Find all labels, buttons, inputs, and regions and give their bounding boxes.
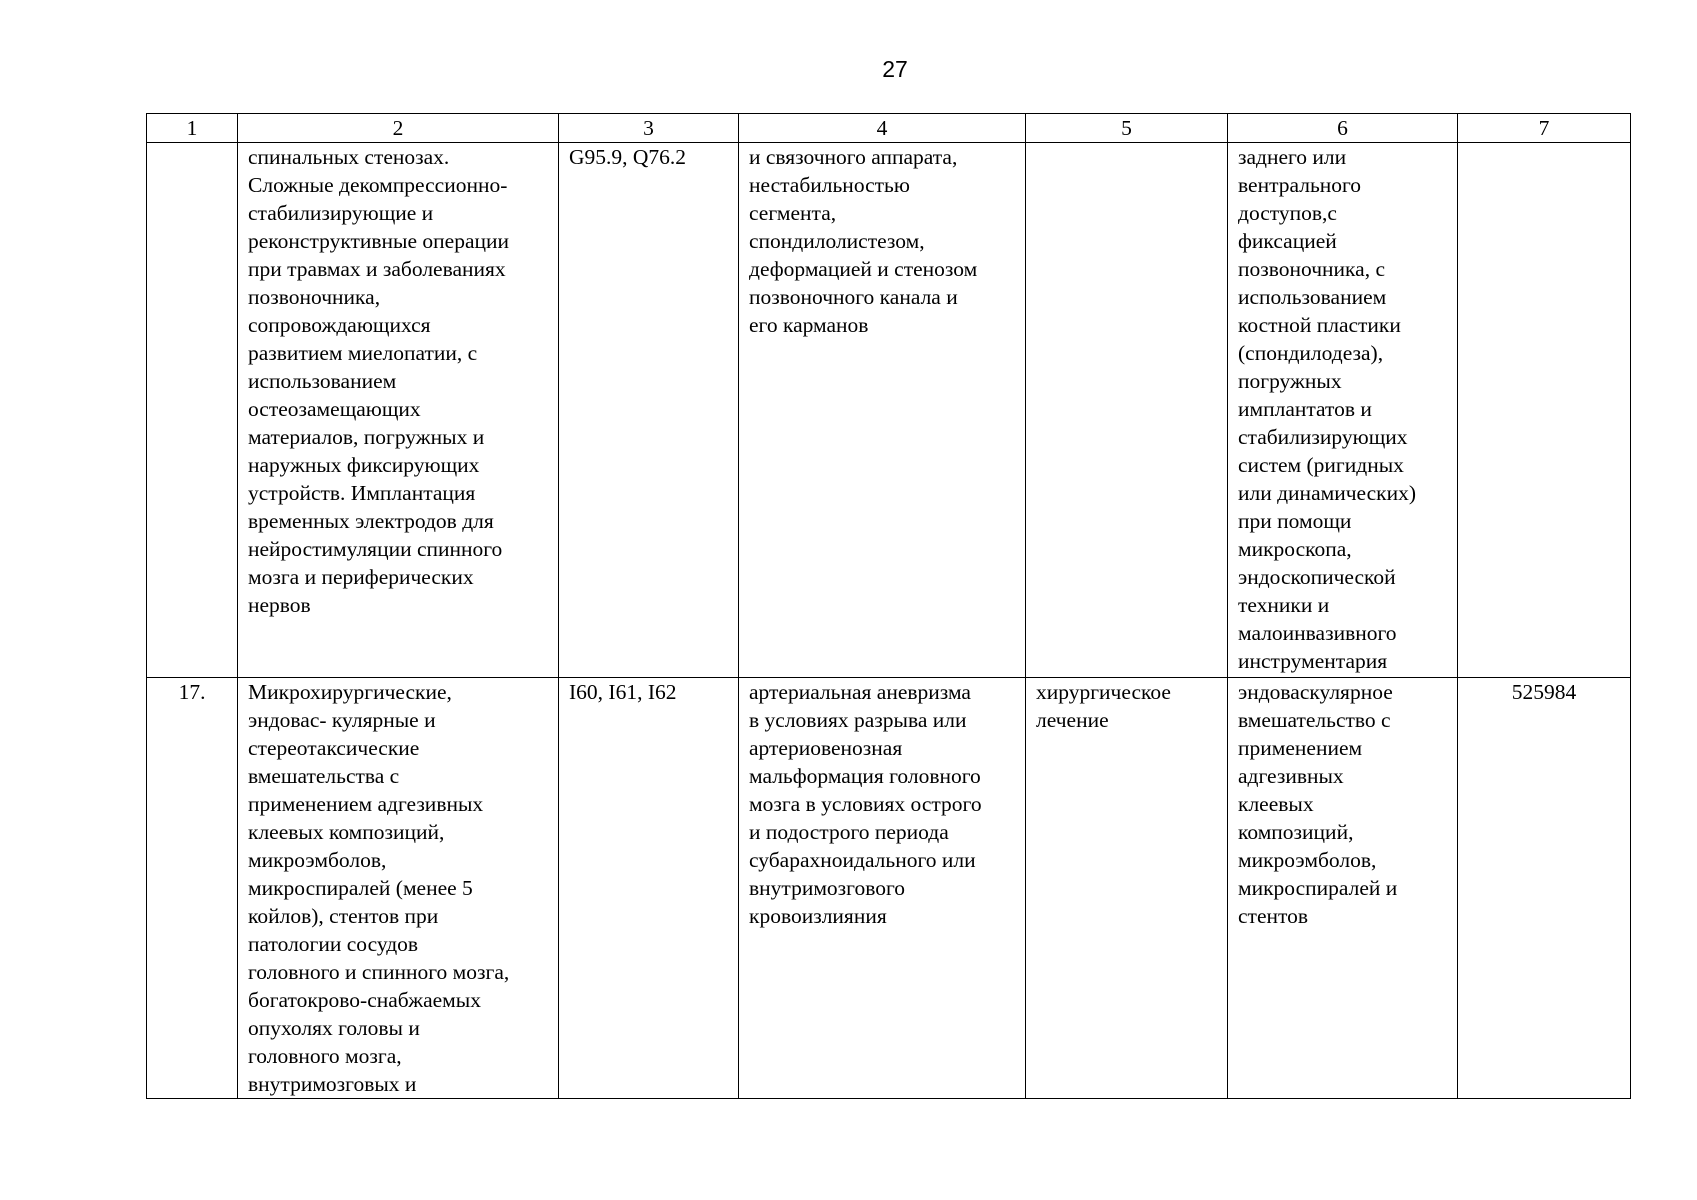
- column-header: 5: [1026, 114, 1228, 143]
- cost-cell: [1458, 143, 1631, 678]
- page-number: 27: [882, 56, 908, 82]
- column-header: 1: [147, 114, 238, 143]
- medical-care-table: [146, 113, 1631, 1099]
- patient-model-cell: артериальная аневризма в условиях разрыва или артериовенозная мальформация головного мозга в условиях острого и подострого периода субарахноидального или внутримозгового кровоизлияния: [739, 678, 1026, 1099]
- diagnosis-codes-cell: I60, I61, I62: [559, 678, 739, 1099]
- treatment-type-cell: [1026, 143, 1228, 678]
- patient-model-cell: и связочного аппарата, нестабильностью сегмента, спондилолистезом, деформацией и стенозом позвоночного канала и его карманов: [739, 143, 1026, 678]
- care-name-cell: спинальных стенозах. Сложные декомпрессионно- стабилизирующие и реконструктивные операции при травмах и заболеваниях позвоночника, сопровождающихся развитием миелопатии, с использованием остеозамещающих материалов, погружных и наружных фиксирующих устройств. Имплантация временных электродов для нейростимуляции спинного мозга и периферических нервов: [238, 143, 559, 678]
- table-row: [147, 143, 1631, 678]
- table-row: [147, 678, 1631, 1099]
- treatment-method-cell: заднего или вентрального доступов,с фиксацией позвоночника, с использованием костной пластики (спондилодеза), погружных имплантатов и стабилизирующих систем (ригидных или динамических) при помощи микроскопа, эндоскопической техники и малоинвазивного инструментария: [1228, 143, 1458, 678]
- care-name-cell: Микрохирургические, эндовас- кулярные и стереотаксические вмешательства с применением адгезивных клеевых композиций, микроэмболов, микроспиралей (менее 5 койлов), стентов при патологии сосудов головного и спинного мозга, богатокрово-снабжаемых опухолях головы и головного мозга, внутримозговых и: [238, 678, 559, 1099]
- cost-cell: 525984: [1458, 678, 1631, 1099]
- column-header: 2: [238, 114, 559, 143]
- treatment-method-cell: эндоваскулярное вмешательство с применением адгезивных клеевых композиций, микроэмболов, микроспиралей и стентов: [1228, 678, 1458, 1099]
- row-number-cell: [147, 143, 238, 678]
- treatment-type-cell: хирургическое лечение: [1026, 678, 1228, 1099]
- diagnosis-codes-cell: G95.9, Q76.2: [559, 143, 739, 678]
- row-number-cell: 17.: [147, 678, 238, 1099]
- column-header: 3: [559, 114, 739, 143]
- column-header: 6: [1228, 114, 1458, 143]
- table-header-row: [147, 114, 1631, 143]
- column-header: 7: [1458, 114, 1631, 143]
- column-header: 4: [739, 114, 1026, 143]
